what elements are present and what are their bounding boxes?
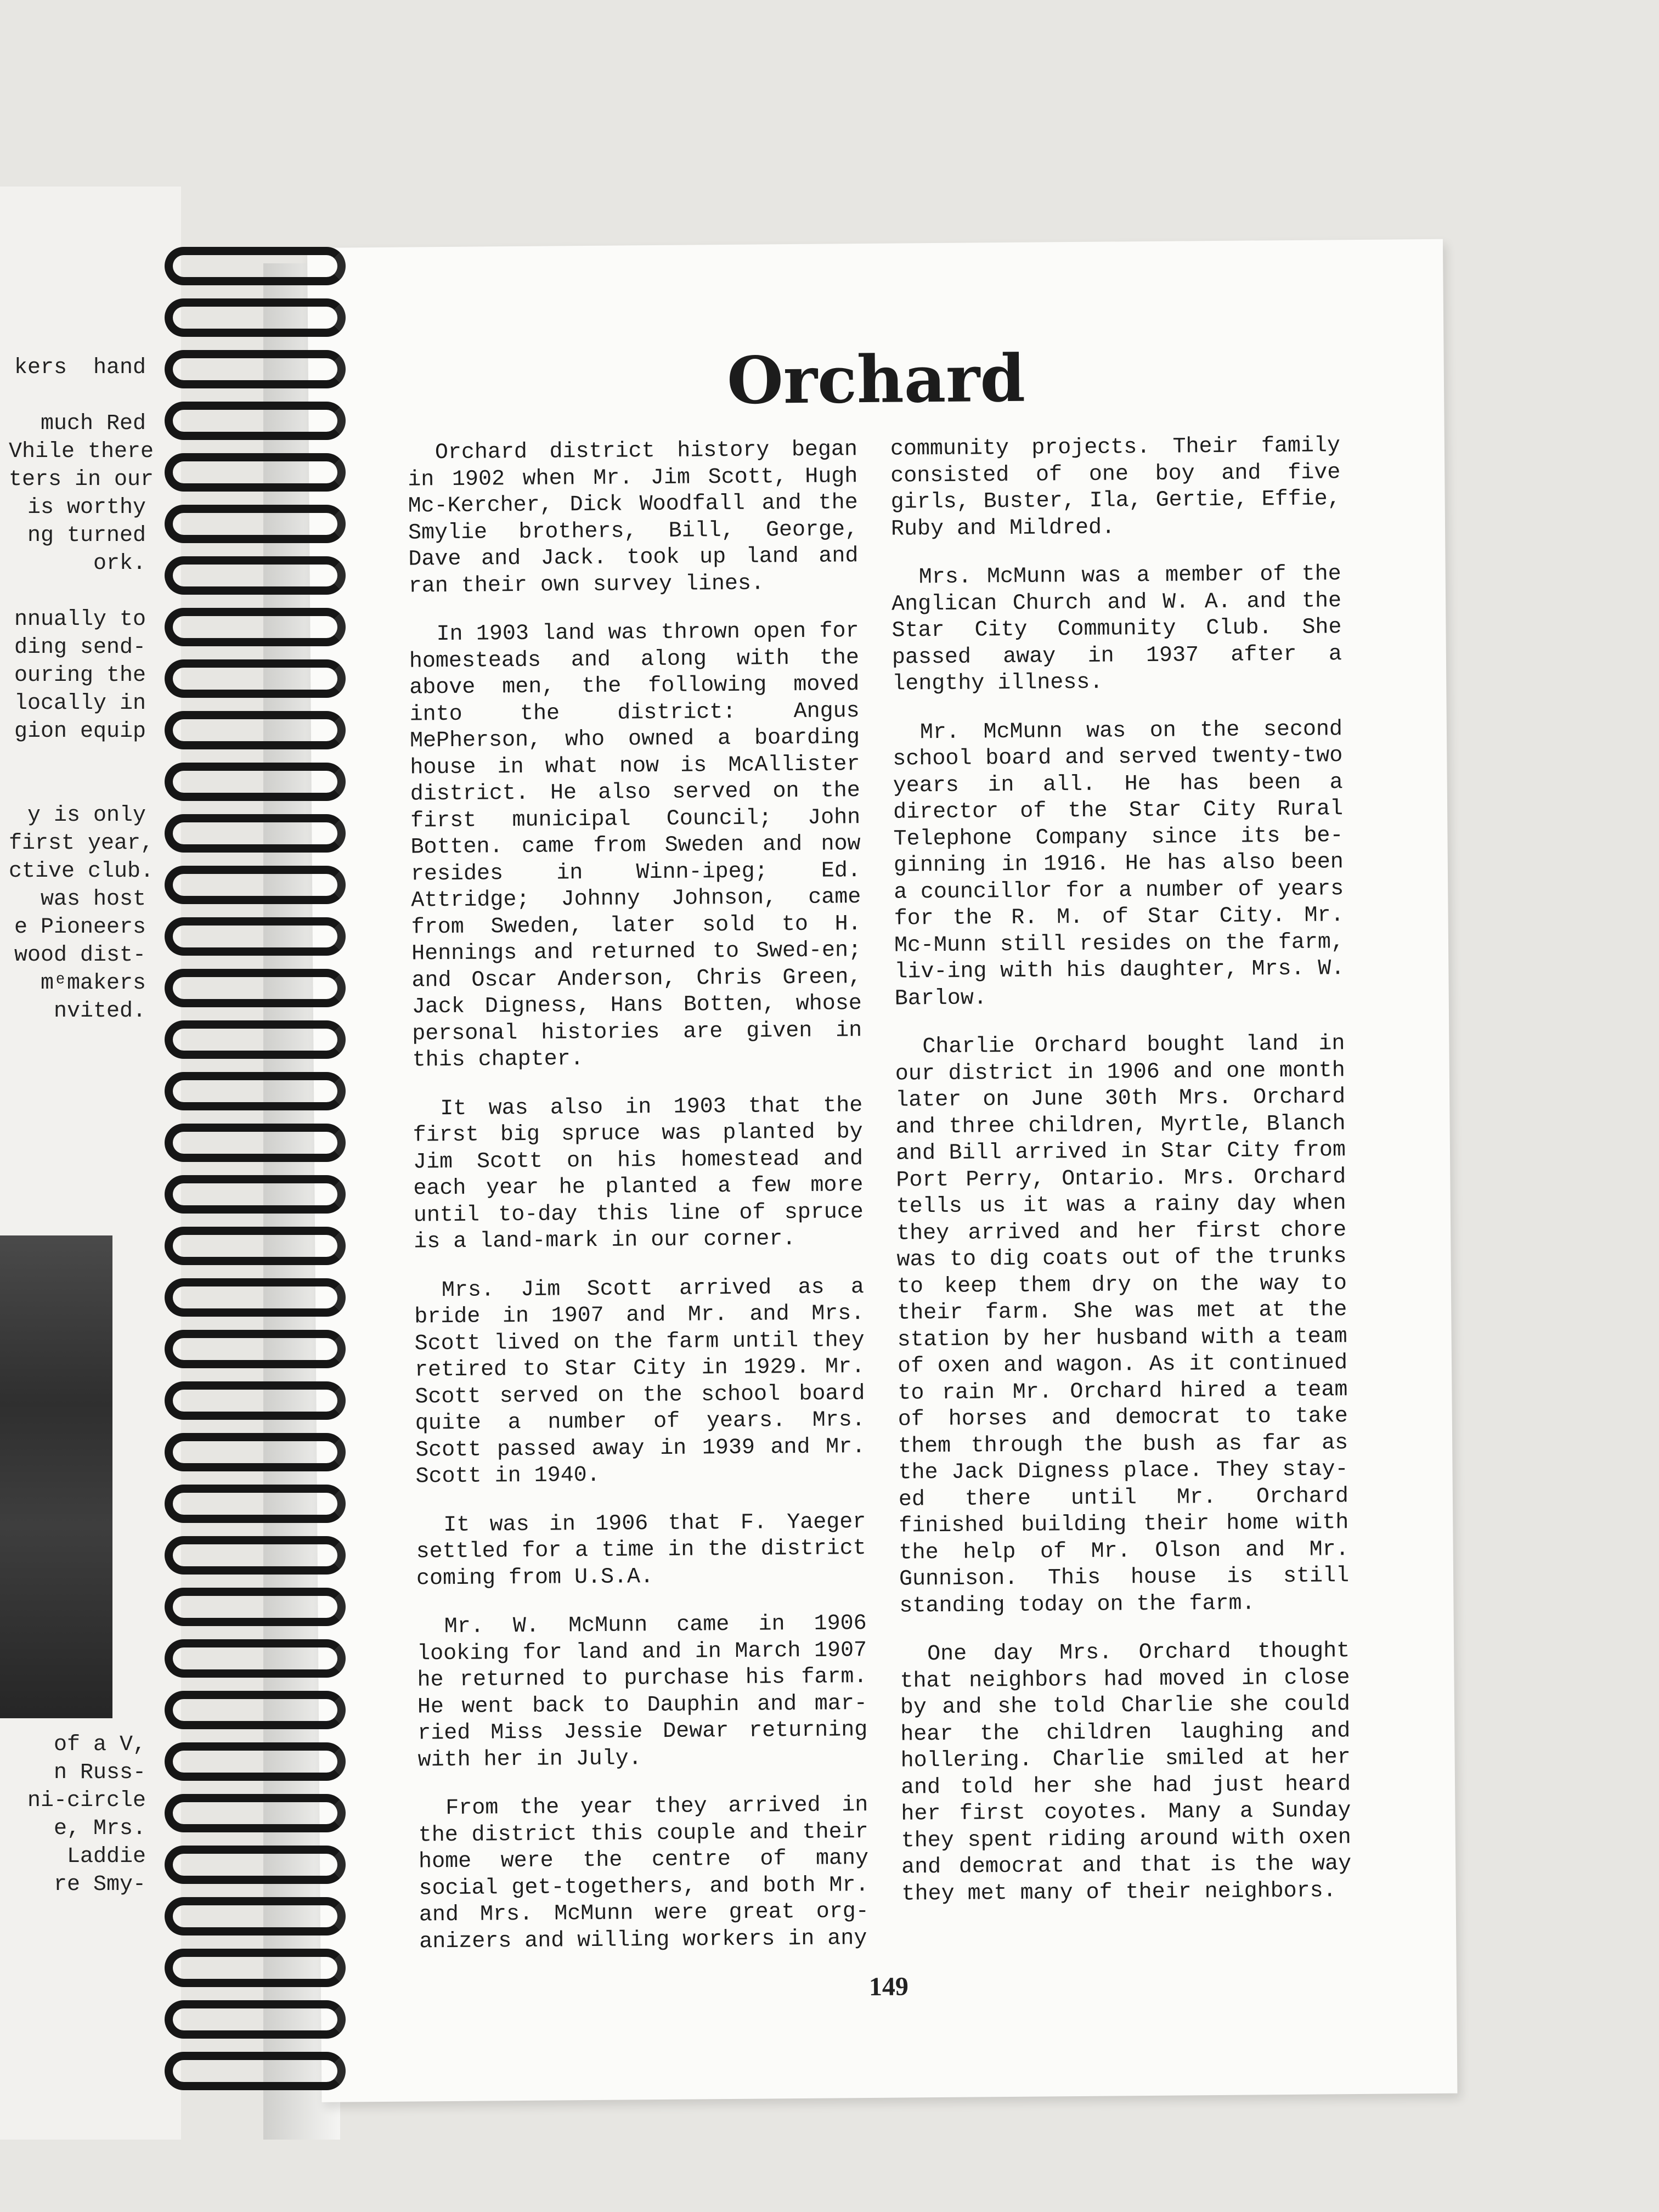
facing-page-line: nvited. bbox=[53, 999, 146, 1024]
facing-page-line: was host bbox=[40, 887, 146, 912]
book-page bbox=[307, 239, 1457, 2102]
binding-coil bbox=[165, 1381, 346, 1420]
binding-coil bbox=[165, 453, 346, 492]
facing-page-line: ters in our bbox=[9, 467, 154, 492]
binding-coil bbox=[165, 711, 346, 749]
binding-coil bbox=[165, 659, 346, 698]
facing-page-line: gion equip bbox=[14, 719, 146, 744]
facing-page-line bbox=[9, 382, 146, 410]
binding-coil bbox=[165, 350, 346, 388]
binding-coil bbox=[165, 1794, 346, 1832]
facing-page-line: ork. bbox=[93, 551, 146, 576]
facing-page-line: ouring the bbox=[14, 663, 146, 688]
binding-coil bbox=[165, 1949, 346, 1987]
binding-coil bbox=[165, 1124, 346, 1162]
binding-coil bbox=[165, 866, 346, 904]
paragraph: Mr. W. McMunn came in 1906 looking for land and in March 1907 he returned to purchase his farm. He went back to Dauphin and mar-ried Miss Jessie Dewar returning with her in July. bbox=[416, 1611, 868, 1773]
binding-coil bbox=[165, 1846, 346, 1884]
facing-page-line: first year, bbox=[9, 831, 154, 856]
paragraph: Charlie Orchard bought land in our district in 1906 and one month later on June 30th Mrs. Orchard and three children, Myrtle, Blanch and Bill arrived in Star City from Port Perry, Ontario. Mrs. Orchard tells us it was a rainy day when they arrived and her first chore was to dig coats out of the trunks to keep them dry on the way to their farm. She was met at the station by her husband with a team of oxen and wagon. As it continued to rain Mr. Orchard hired a team of horses and democrat to take them through the bush as far as the Jack Digness place. They stay-ed there until Mr. Orchard finished building their home with the help of Mr. Olson and Mr. Gunnison. This house is still standing today on the farm. bbox=[895, 1031, 1350, 1619]
binding-coil bbox=[165, 1639, 346, 1678]
facing-page-text-upper bbox=[9, 354, 154, 1025]
binding-coil bbox=[165, 247, 346, 285]
binding-coil bbox=[165, 1330, 346, 1368]
binding-coil bbox=[165, 1742, 346, 1781]
paragraph: community projects. Their family consisted of one boy and five girls, Buster, Ila, Gertie, Effie, Ruby and Mildred. bbox=[890, 433, 1341, 542]
binding-coil bbox=[165, 1897, 346, 1936]
facing-page-line: n Russ- bbox=[53, 1760, 146, 1785]
binding-coil bbox=[165, 917, 346, 956]
binding-coil bbox=[165, 556, 346, 595]
facing-page-line: re Smy- bbox=[53, 1872, 146, 1897]
facing-page-line: e, Mrs. bbox=[53, 1816, 146, 1841]
binding-coil bbox=[165, 2000, 346, 2039]
facing-page-line: Laddie bbox=[66, 1844, 146, 1869]
paragraph: Mrs. Jim Scott arrived as a bride in 1907 and Mr. and Mrs. Scott lived on the farm until they retired to Star City in 1929. Mr. Scott served on the school board quite a number of years. Mrs. Scott passed away in 1939 and Mr. Scott in 1940. bbox=[414, 1274, 866, 1489]
facing-page-line: wood dist- bbox=[14, 943, 146, 968]
facing-page-line: mᵉmakers bbox=[40, 971, 146, 996]
facing-page-line bbox=[9, 746, 146, 774]
facing-page-line: nnually to bbox=[14, 607, 146, 632]
binding-coil bbox=[165, 1433, 346, 1471]
facing-page-line: ni-circle bbox=[27, 1788, 146, 1813]
binding-coil bbox=[165, 1175, 346, 1214]
binding-coil bbox=[165, 608, 346, 646]
spiral-binding bbox=[132, 247, 362, 2140]
binding-coil bbox=[165, 505, 346, 543]
binding-coil bbox=[165, 1227, 346, 1265]
facing-page-line: y is only bbox=[27, 803, 146, 828]
binding-coil bbox=[165, 1588, 346, 1626]
page-title: Orchard bbox=[726, 340, 1026, 419]
facing-page-line bbox=[9, 774, 146, 802]
text-column-right bbox=[890, 433, 1352, 1929]
binding-coil bbox=[165, 1278, 346, 1317]
facing-page-line: much Red bbox=[40, 411, 146, 436]
facing-page-text-lower bbox=[9, 1731, 146, 1899]
binding-coil bbox=[165, 1536, 346, 1575]
facing-page-line: ding send- bbox=[14, 635, 146, 660]
facing-page-line: locally in bbox=[14, 691, 146, 716]
page-number: 149 bbox=[868, 1972, 909, 2002]
paragraph: From the year they arrived in the district this couple and their home were the centre of many social get-togethers, and both Mr. and Mrs. McMunn were great org-anizers and willing workers in any bbox=[418, 1793, 870, 1954]
binding-coil bbox=[165, 298, 346, 337]
binding-coil bbox=[165, 1020, 346, 1059]
paragraph: In 1903 land was thrown open for homesteads and along with the above men, the following moved into the district: Angus MePherson, who owned a boarding house in what now is McAllister district. He also served on the first municipal Council; John Botten. came from Sweden and now resides in Winn-ipeg; Ed. Attridge; Johnny Johnson, came from Sweden, later sold to H. Hennings and returned to Swed-en; and Oscar Anderson, Chris Green, Jack Digness, Hans Botten, whose personal histories are given in this chapter. bbox=[409, 619, 862, 1073]
facing-page-line: e Pioneers bbox=[14, 915, 146, 940]
facing-page-line: of a V, bbox=[53, 1733, 146, 1757]
paragraph: Mrs. McMunn was a member of the Anglican Church and W. A. and the Star City Community Club. She passed away in 1937 after a lengthy illness. bbox=[891, 562, 1342, 697]
facing-page-line: ctive club. bbox=[9, 859, 154, 884]
facing-page-line: Vhile there bbox=[9, 439, 154, 464]
facing-page-line: is worthy bbox=[27, 495, 146, 520]
facing-page-line: ng turned bbox=[27, 523, 146, 548]
paragraph: Orchard district history began in 1902 when Mr. Jim Scott, Hugh Mc-Kercher, Dick Woodfall and the Smylie brothers, Bill, George, Dave and Jack. took up land and ran their own survey lines. bbox=[408, 437, 859, 599]
facing-page-line: kers hand bbox=[14, 356, 146, 380]
binding-coil bbox=[165, 1485, 346, 1523]
binding-coil bbox=[165, 1691, 346, 1729]
paragraph: One day Mrs. Orchard thought that neighbors had moved in close by and she told Charlie she could hear the children laughing and hollering. Charlie smiled at her and told her she had just heard her first coyotes. Many a Sunday they spent riding around with oxen and democrat and that is the way they met many of their neighbors. bbox=[900, 1639, 1352, 1907]
paragraph: It was also in 1903 that the first big spruce was planted by Jim Scott on his homestead and each year he planted a few more until to-day this line of spruce is a land-mark in our corner. bbox=[413, 1093, 864, 1255]
binding-coil bbox=[165, 763, 346, 801]
paragraph: Mr. McMunn was on the second school board and served twenty-two years in all. He has been a director of the Star City Rural Telephone Company since its be-ginning in 1916. He has also been a councillor for a number of years for the R. M. of Star City. Mr. Mc-Munn still resides on the farm, liv-ing with his daughter, Mrs. W. Barlow. bbox=[893, 716, 1345, 1012]
binding-coil bbox=[165, 814, 346, 853]
binding-coil bbox=[165, 1072, 346, 1110]
binding-coil bbox=[165, 2052, 346, 2090]
facing-page-line bbox=[9, 578, 146, 606]
binding-coil bbox=[165, 402, 346, 440]
paragraph: It was in 1906 that F. Yaeger settled for a time in the district coming from U.S.A. bbox=[416, 1509, 866, 1592]
binding-coil bbox=[165, 969, 346, 1007]
facing-page-photo bbox=[0, 1235, 112, 1718]
text-column-left bbox=[408, 437, 870, 1977]
